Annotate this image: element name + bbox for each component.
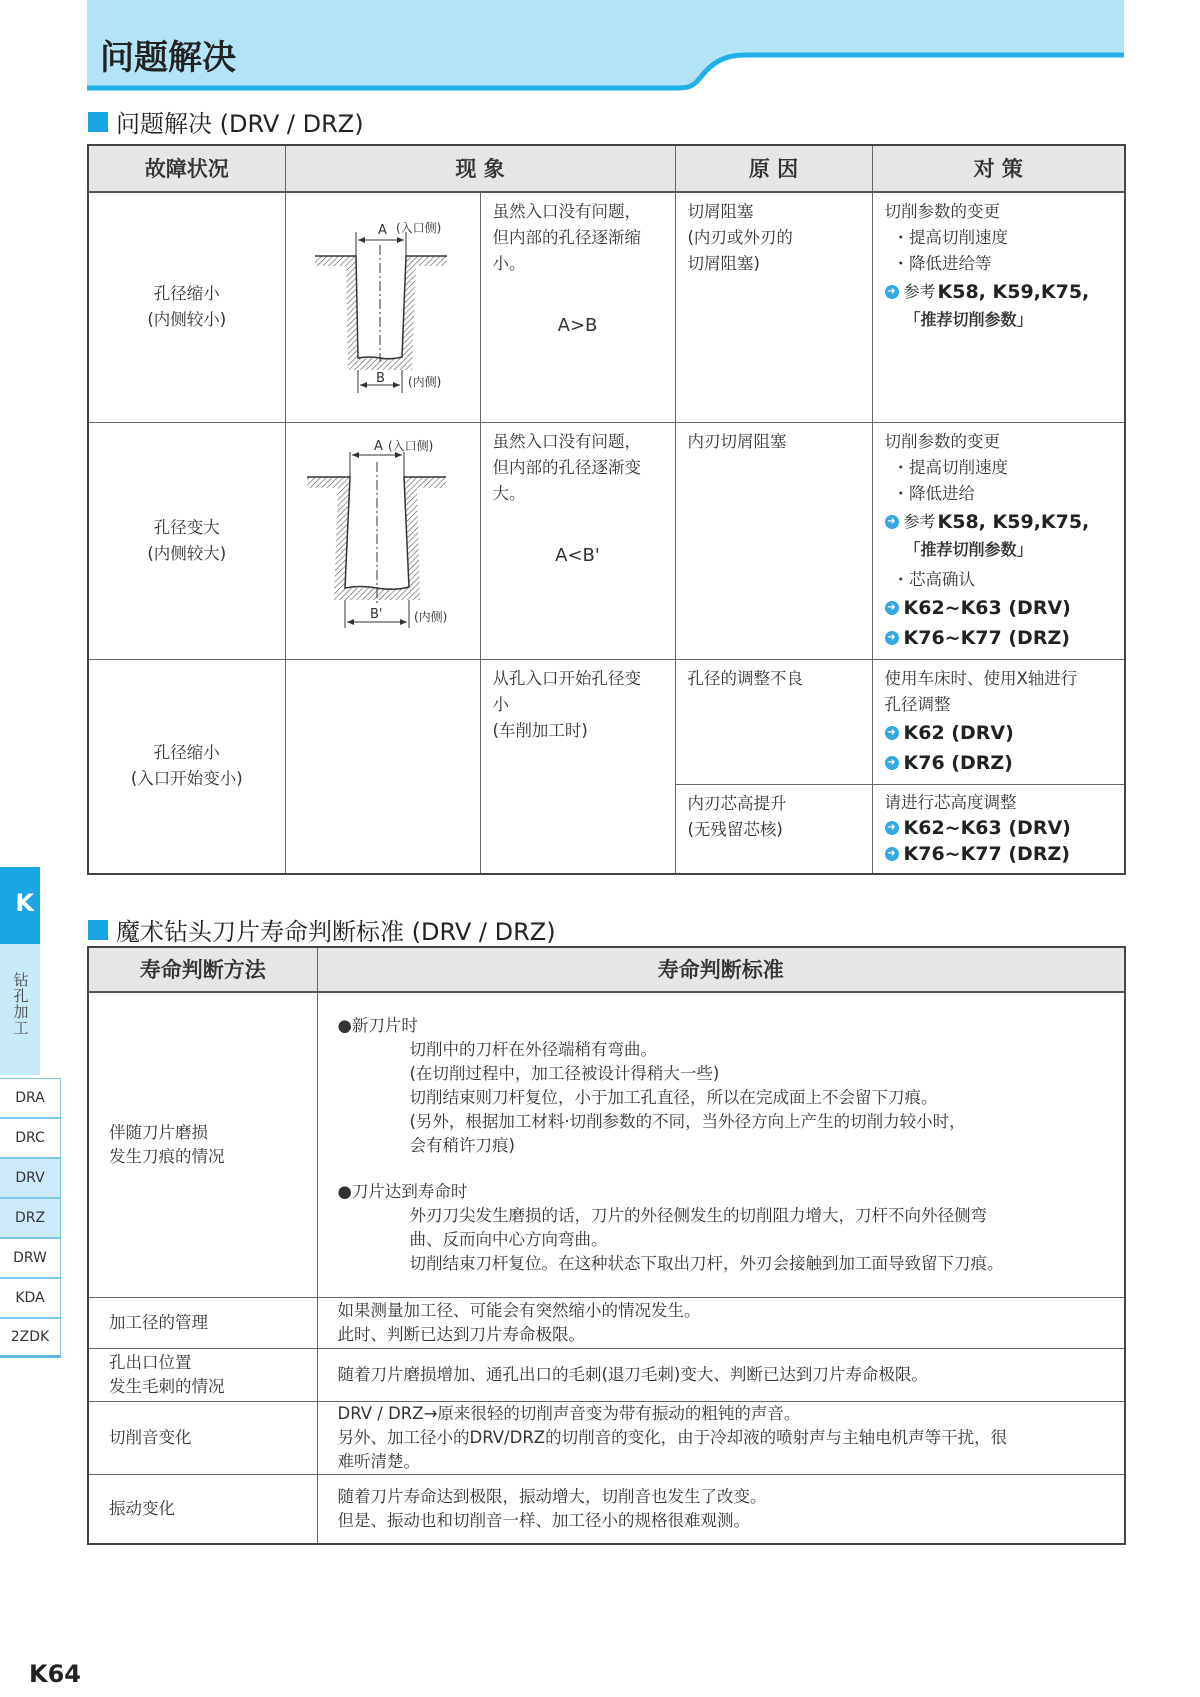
criteria-line: (另外，根据加工材料·切削参数的不同，当外径方向上产生的切削力较小时， [409, 1111, 966, 1131]
measure: ・降低进给等 [892, 254, 992, 273]
criteria-line: 随着刀片磨损增加、通孔出口的毛刺(退刀毛刺)变大、判断已达到刀片寿命极限。 [337, 1364, 928, 1384]
phenomenon: 但内部的孔径逐渐缩 [492, 228, 641, 247]
reference-link[interactable] [885, 841, 1113, 867]
label-b: B' [370, 607, 383, 622]
section1-title: 问题解决 (DRV / DRZ) [116, 110, 364, 138]
page-number: K64 [29, 1660, 81, 1688]
sidebar-item-drw[interactable]: DRW [0, 1238, 61, 1278]
table-row [88, 1474, 1125, 1544]
section2-title: 魔术钻头刀片寿命判断标准 (DRV / DRZ) [116, 918, 556, 946]
criteria-line: 外刃刀尖发生磨损的话，刀片的外径侧发生的切削阻力增大，刀杆不向外径侧弯 [409, 1205, 987, 1225]
criteria-line: 切削结束则刀杆复位，小于加工孔直径，所以在完成面上不会留下刀痕。 [409, 1087, 938, 1107]
ref-pages: K76~K77 (DRZ) [903, 626, 1070, 649]
criteria-line: 随着刀片寿命达到极限，振动增大，切削音也发生了改变。 [337, 1486, 767, 1506]
label-a-note: (入口侧) [396, 221, 442, 235]
method: 发生毛刺的情况 [109, 1376, 225, 1396]
diagram-cell [285, 192, 480, 422]
reference-link[interactable] [885, 718, 1113, 748]
ref-pages: K76~K77 (DRZ) [903, 842, 1070, 865]
ref-prefix: 参考 [903, 511, 936, 531]
arrow-circle-icon: ➜ [885, 821, 899, 835]
arrow-circle-icon: ➜ [885, 285, 899, 299]
measure: 孔径调整 [884, 694, 951, 714]
label-a-note: (入口侧) [388, 439, 434, 453]
cause: (内刃或外刃的 [687, 228, 793, 247]
section1-heading [88, 104, 364, 139]
phenomenon: 大。 [492, 483, 526, 503]
sidebar-item-drz[interactable]: DRZ [0, 1198, 61, 1238]
category-label: 钻孔加工 [11, 972, 30, 1036]
measure: ・降低进给 [892, 483, 975, 503]
phenomenon: 但内部的孔径逐渐变 [492, 457, 641, 477]
reference-link[interactable] [885, 623, 1113, 653]
sidebar-item-dra[interactable]: DRA [0, 1078, 61, 1118]
ref-pages: K76 (DRZ) [903, 751, 1013, 774]
tool-life-table [87, 946, 1126, 1545]
measure: ・提高切削速度 [892, 457, 1008, 477]
measure-head: 切削参数的变更 [884, 431, 1000, 451]
arrow-circle-icon: ➜ [885, 601, 899, 615]
cause: 孔径的调整不良 [687, 668, 803, 688]
criteria-line: 此时、判断已达到刀片寿命极限。 [337, 1324, 585, 1344]
sidebar-item-2zdk[interactable]: 2ZDK [0, 1318, 61, 1358]
reference-link[interactable] [885, 748, 1113, 778]
condition: 孔径缩小 [153, 284, 220, 304]
method: 伴随刀片磨损 [109, 1122, 208, 1142]
criteria-line: 切削中的刀杆在外径端稍有弯曲。 [409, 1039, 657, 1059]
table-row [88, 422, 1125, 659]
measure-head: 切削参数的变更 [884, 202, 1000, 221]
section2-heading [88, 912, 556, 947]
criteria-line: 如果测量加工径、可能会有突然缩小的情况发生。 [337, 1300, 701, 1320]
condition: 孔径缩小 [153, 743, 220, 762]
table-row [88, 1348, 1125, 1401]
criteria-line: DRV / DRZ→原来很轻的切削声音变为带有振动的粗钝的声音。 [337, 1403, 801, 1423]
ref-prefix: 参考 [903, 282, 936, 301]
table-row [88, 992, 1125, 1297]
phenomenon: 虽然入口没有问题， [492, 431, 641, 451]
reference-link[interactable] [885, 277, 1113, 307]
sidebar-item-drc[interactable]: DRC [0, 1118, 61, 1158]
reference-link[interactable] [885, 593, 1113, 623]
phenomenon: (车削加工时) [492, 720, 588, 740]
section-tab-k[interactable]: K [0, 867, 40, 944]
diagram-cell [285, 422, 480, 659]
reference-link[interactable] [885, 507, 1113, 537]
sidebar-item-kda[interactable]: KDA [0, 1278, 61, 1318]
condition-note: (内侧较大) [147, 543, 227, 563]
arrow-circle-icon: ➜ [885, 847, 899, 861]
measure: 请进行芯高度调整 [884, 792, 1017, 812]
method: 切削音变化 [109, 1427, 192, 1447]
table-row [88, 192, 1125, 422]
arrow-circle-icon: ➜ [885, 726, 899, 740]
relation: A>B [557, 315, 598, 336]
criteria-line: 切削结束刀杆复位。在这种状态下取出刀杆，外刃会接触到加工面导致留下刀痕。 [409, 1253, 1004, 1273]
cause: 内刃芯高提升 [687, 793, 787, 813]
category-tab[interactable] [0, 944, 40, 1075]
col-header: 原 因 [675, 145, 872, 192]
table-row [88, 1297, 1125, 1348]
label-a: A [378, 223, 387, 238]
troubleshooting-table [87, 144, 1126, 875]
condition: 孔径变大 [153, 517, 220, 537]
ref-sub: 「推荐切削参数」 [904, 539, 1033, 559]
method: 孔出口位置 [109, 1352, 192, 1372]
method: 振动变化 [109, 1498, 175, 1518]
col-header: 故障状况 [88, 145, 285, 192]
square-bullet-icon [88, 920, 108, 940]
arrow-circle-icon: ➜ [885, 631, 899, 645]
ref-pages: K58, K59,K75, [937, 510, 1090, 533]
ref-pages: K58, K59,K75, [937, 281, 1090, 303]
page-title: 问题解决 [100, 38, 236, 78]
measure: 使用车床时、使用X轴进行 [884, 668, 1078, 688]
diagram-cell-empty [285, 659, 480, 874]
method: 发生刀痕的情况 [109, 1146, 225, 1166]
phenomenon: 虽然入口没有问题， [492, 202, 641, 221]
col-header: 寿命判断标准 [317, 947, 1125, 992]
condition-note: (内侧较小) [147, 310, 227, 330]
criteria-line: 但是、振动也和切削音一样、加工径小的规格很难观测。 [337, 1510, 750, 1530]
cause: (无残留芯核) [687, 819, 783, 839]
criteria-line: 另外、加工径小的DRV/DRZ的切削音的变化，由于冷却液的喷射声与主轴电机声等干扰，很 [337, 1427, 1008, 1447]
square-bullet-icon [88, 112, 108, 132]
measure: ・芯高确认 [892, 569, 975, 589]
col-header: 对 策 [872, 145, 1125, 192]
criteria-line: (在切削过程中，加工径被设计得稍大一些) [409, 1063, 720, 1083]
table-row [88, 659, 1125, 784]
label-a: A [374, 439, 383, 454]
phenomenon: 从孔入口开始孔径变 [492, 668, 641, 688]
cause: 切屑阻塞 [687, 202, 754, 221]
cause: 切屑阻塞) [687, 254, 760, 273]
arrow-circle-icon: ➜ [885, 756, 899, 770]
measure: ・提高切削速度 [892, 228, 1008, 247]
label-b-note: (内侧) [414, 610, 448, 624]
label-b: B [376, 371, 385, 386]
col-header: 现 象 [285, 145, 675, 192]
criteria-bullet: ●新刀片时 [337, 1015, 418, 1035]
relation: A<B' [555, 544, 600, 566]
phenomenon: 小。 [492, 254, 526, 273]
ref-pages: K62~K63 (DRV) [903, 596, 1071, 619]
ref-pages: K62 (DRV) [903, 721, 1014, 744]
reference-link[interactable] [885, 815, 1113, 841]
table-row [88, 1401, 1125, 1474]
ref-pages: K62~K63 (DRV) [903, 816, 1071, 839]
criteria-line: 会有稍许刀痕) [409, 1135, 515, 1155]
col-header: 寿命判断方法 [88, 947, 317, 992]
criteria-bullet: ●刀片达到寿命时 [337, 1181, 468, 1201]
phenomenon: 小 [492, 694, 509, 714]
label-b-note: (内侧) [408, 375, 442, 389]
criteria-line: 曲、反而向中心方向弯曲。 [409, 1229, 608, 1249]
ref-sub: 「推荐切削参数」 [904, 310, 1033, 329]
condition-note: (入口开始变小) [130, 769, 243, 788]
method: 加工径的管理 [109, 1312, 208, 1332]
sidebar-item-drv[interactable]: DRV [0, 1158, 61, 1198]
cause: 内刃切屑阻塞 [687, 431, 787, 451]
arrow-circle-icon: ➜ [885, 515, 899, 529]
criteria-line: 难听清楚。 [337, 1451, 420, 1471]
